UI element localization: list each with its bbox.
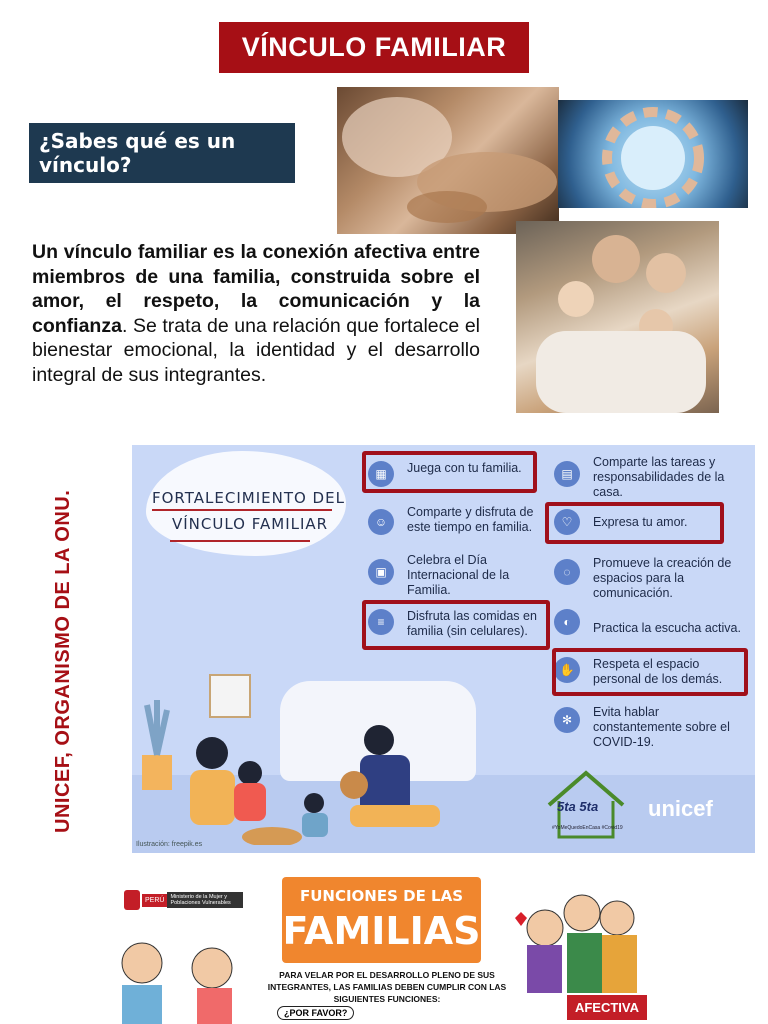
circle-of-hands-illustration — [558, 100, 748, 208]
family-hug-photo — [516, 221, 719, 413]
cartoon-people-right — [507, 883, 652, 993]
infographic-title-line1: FORTALECIMIENTO DEL — [152, 489, 345, 507]
gov-ministry: Ministerio de la Mujer y Poblaciones Vulnerables — [167, 892, 243, 908]
infographic-title-line2: VÍNCULO FAMILIAR — [172, 515, 329, 533]
poster-title: FAMILIAS — [282, 909, 481, 953]
chores-icon: ▤ — [554, 461, 580, 487]
question-banner: ¿Sabes qué es un vínculo? — [29, 123, 295, 183]
shield-icon — [124, 890, 140, 910]
list-item: Practica la escucha activa. — [593, 621, 741, 635]
afectiva-label: AFECTIVA — [567, 995, 647, 1020]
definition-normal: . Se trata de una relación que fortalece el bienestar emocional, la identidad y el desarrollo integral de sus integrantes. — [32, 314, 480, 386]
meal-icon: ≡ — [368, 609, 394, 635]
highlight-box — [362, 451, 537, 493]
poster-description: PARA VELAR POR EL DESARROLLO PLENO DE SUS INTEGRANTES, LAS FAMILIAS DEBEN CUMPLIR CON LAS SIGUIENTES FUNCIONES: — [267, 970, 507, 1004]
side-caption: UNICEF, ORGANISMO DE LA ONU. — [52, 489, 74, 833]
hands-illustration — [337, 87, 559, 234]
highlight-box — [362, 600, 550, 650]
list-item: Celebra el Día Internacional de la Familia. — [407, 553, 510, 597]
ear-icon: ◐ — [554, 609, 580, 635]
group-hands-photo — [558, 100, 748, 208]
unicef-logo: unicef — [648, 796, 713, 821]
page-title: VÍNCULO FAMILIAR — [219, 22, 529, 73]
infographic — [132, 445, 755, 853]
speech-bubble: ¿POR FAVOR? — [277, 1006, 354, 1020]
list-item: Disfruta las comidas en familia (sin celulares). — [407, 609, 537, 638]
functions-poster — [112, 873, 652, 1024]
title-underline — [170, 540, 310, 542]
government-logo — [124, 887, 254, 913]
family-playing-illustration — [132, 665, 532, 845]
definition-paragraph — [32, 240, 480, 388]
virus-icon: ✻ — [554, 707, 580, 733]
list-item: Expresa tu amor. — [593, 515, 688, 529]
hand-icon: ✋ — [554, 657, 580, 683]
hashtags: #YoMeQuedoEnCasa #Covid19 — [552, 825, 623, 831]
highlight-box — [545, 502, 724, 544]
highlight-box — [552, 648, 748, 696]
chat-icon: ◌ — [554, 559, 580, 585]
title-underline — [152, 509, 332, 511]
list-item: Comparte las tareas y responsabilidades de la casa. — [593, 455, 725, 499]
list-item: Evita hablar constantemente sobre el COVID-19. — [593, 705, 730, 749]
hands-photo — [337, 87, 559, 234]
list-item: Respeta el espacio personal de los demás. — [593, 657, 723, 686]
gov-peru: PERÚ — [142, 894, 167, 907]
cartoon-people-left — [112, 923, 262, 1024]
game-icon: ▦ — [368, 461, 394, 487]
definition-bold: Un vínculo familiar es la conexión afectiva entre miembros de una familia, construida sobre el amor, el respeto, la comunicación y la confianza — [32, 241, 480, 337]
list-item: Juega con tu familia. — [407, 461, 522, 475]
list-item: Promueve la creación de espacios para la comunicación. — [593, 556, 732, 600]
family-icon: ☺ — [368, 509, 394, 535]
illustration-credit: Ilustración: freepik.es — [136, 841, 203, 848]
5ta-logo-text: 5ta 5ta — [557, 799, 599, 814]
family-illustration — [516, 221, 719, 413]
calendar-icon: ▣ — [368, 559, 394, 585]
list-item: Comparte y disfruta de este tiempo en familia. — [407, 505, 534, 534]
heart-icon: ♡ — [554, 509, 580, 535]
poster-subtitle: FUNCIONES DE LAS — [299, 887, 464, 905]
